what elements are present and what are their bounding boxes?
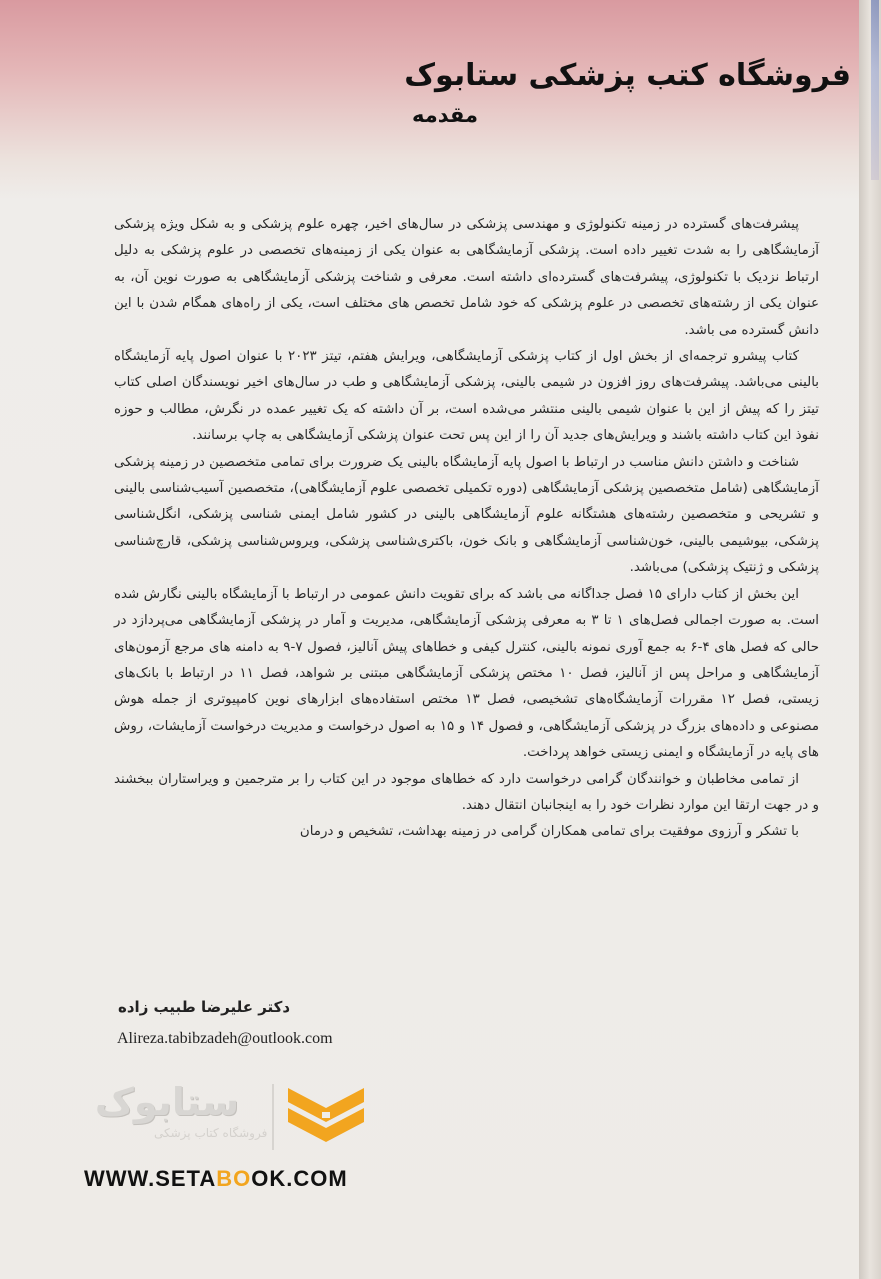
book-logo-icon [282, 1082, 370, 1150]
website-url[interactable] [84, 1166, 348, 1192]
paragraph: با تشکر و آرزوی موفقیت برای تمامی همکاران گرامی در زمینه بهداشت، تشخیص و درمان [299, 824, 799, 840]
paragraph: شناخت و داشتن دانش مناسب در ارتباط با اصول پایه آزمایشگاه بالینی یک ضرورت برای تمامی متخصصین در زمینه پزشکی آزمایشگاهی (شامل متخصصین پزشکی آزمایشگاهی (دوره تکمیلی تخصصی علوم آزمایشگاهی)، متخصصین آسیب‌شناسی بالینی و تشریحی و متخصصین رشته‌های هشتگانه علوم آزمایشگاهی بالینی در کشور شامل ایمنی شناسی پزشکی، انگل‌شناسی پزشکی، بیوشیمی بالینی، خون‌شناسی آزمایشگاهی و بانک خون، باکتری‌شناسی پزشکی، ویروس‌شناسی پزشکی، قارچ‌شناسی پزشکی و ژنتیک پزشکی) می‌باشد. [114, 454, 819, 576]
logo-divider [272, 1084, 274, 1150]
paragraph: کتاب پیشرو ترجمه‌ای از بخش اول از کتاب پزشکی آزمایشگاهی، ویرایش هفتم، تیتز ۲۰۲۳ با عنوان اصول پایه آزمایشگاه بالینی می‌باشد. پیشرفت‌های روز افزون در شیمی بالینی، پزشکی آزمایشگاهی و طب در سال‌های اخیر نویسندگان اصلی کتاب تیتز را که پیش از این با عنوان شیمی بالینی منتشر می‌شده است، بر آن داشته که یک تغییر عمده در نگرش، مطالب و حوزه نفوذ این کتاب داشته باشند و ویرایش‌های جدید آن را از این پس تحت عنوان پزشکی آزمایشگاهی به چاپ برسانند. [114, 349, 819, 444]
author-email: Alireza.tabibzadeh@outlook.com [117, 1030, 333, 1047]
paragraph: این بخش از کتاب دارای ۱۵ فصل جداگانه می باشد که برای تقویت دانش عمومی در ارتباط با آزمایشگاه بالینی نگارش شده است. به صورت اجمالی فصل‌های ۱ تا ۳ به معرفی پزشکی آزمایشگاهی، مدیریت و آمار در پزشکی آزمایشگاهی می‌پردازد در حالی که فصل های ۴-۶ به جمع آوری نمونه بالینی، کنترل کیفی و خطاهای پیش آنالیز، فصول ۷-۹ به دامنه های مرجع آزمون‌های آزمایشگاهی و مراحل پس از آنالیز، فصل ۱۰ مختص پزشکی آزمایشگاهی مبتنی بر شواهد، فصل ۱۱ در ارتباط با بانک‌های زیستی، فصل ۱۲ مقررات آزمایشگاه‌های تشخیصی، فصل ۱۳ مختص استفاده‌های ابزارهای نوین کامپیوتری از جمله هوش مصنوعی و داده‌های بزرگ در پزشکی آزمایشگاهی، و فصول ۱۴ و ۱۵ به اصول درخواست و مدیریت درخواست آزمایشات، روش های پایه در آزمایشگاه و ایمنی زیستی خواهد پرداخت. [114, 586, 820, 761]
author-signature: دکتر علیرضا طبیب زاده [118, 998, 291, 1016]
logo-subtitle: فروشگاه کتاب پزشکی [154, 1126, 268, 1140]
page-edge [859, 0, 881, 1279]
store-title: فروشگاه کتب پزشکی ستابوک [404, 58, 851, 93]
website-suffix: OK.COM [251, 1166, 348, 1191]
paragraph: پیشرفت‌های گسترده در زمینه تکنولوژی و مهندسی پزشکی در سال‌های اخیر، چهره علوم پزشکی و به شکل ویژه پزشکی آزمایشگاهی را به شدت تغییر داده است. پزشکی آزمایشگاهی به عنوان یکی از زمینه‌های تخصصی در علوم پزشکی به دلیل ارتباط نزدیک با تکنولوژی، پیشرفت‌های گسترده‌ای داشته است. معرفی و شناخت پزشکی آزمایشگاهی به صورت نوین آن، به عنوان یکی از رشته‌های تخصصی در علوم پزشکی که خود شامل تخصص های مختلف است، یکی از راه‌های همگام شدن با این دانش گسترده می باشد. [114, 217, 819, 338]
section-title: مقدمه [412, 103, 478, 127]
logo-wordmark: ستابوک [94, 1080, 240, 1124]
website-accent: BO [216, 1166, 252, 1191]
website-prefix: WWW.SETA [84, 1166, 217, 1191]
introduction-body [114, 212, 819, 846]
paragraph: از تمامی مخاطبان و خوانندگان گرامی درخواست دارد که خطاهای موجود در این کتاب را بر مترجمین و ویراستاران ببخشند و در جهت ارتقا این موارد نظرات خود را به اینجانبان انتقال دهند. [114, 771, 819, 813]
